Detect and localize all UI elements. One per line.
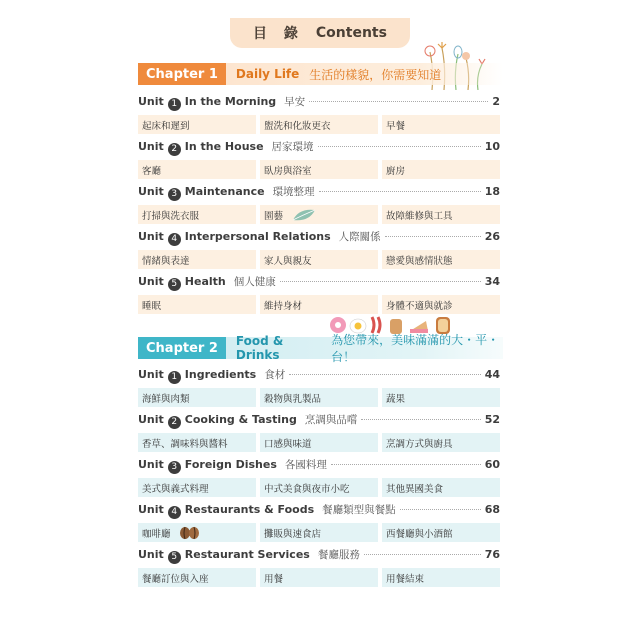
leader-dots (280, 281, 481, 282)
topic: 早餐 (382, 115, 500, 134)
unit-2-3[interactable] (138, 457, 500, 497)
chapter-2-band (226, 333, 503, 364)
unit-title: Maintenance (184, 185, 265, 198)
unit-title-cn: 早安 (284, 96, 306, 108)
unit-1-2[interactable] (138, 139, 500, 179)
chapter-1-header[interactable] (138, 63, 503, 85)
unit-2-2[interactable] (138, 412, 500, 452)
unit-label: Unit (138, 413, 164, 426)
page-number: 18 (484, 185, 500, 198)
topic: 口感與味道 (260, 433, 378, 452)
coffee-beans-icon (179, 526, 201, 540)
topic: 睡眠 (138, 295, 256, 314)
leader-dots (400, 509, 481, 510)
unit-number: 4 (168, 233, 181, 246)
page-number: 60 (484, 458, 500, 471)
unit-title: Interpersonal Relations (184, 230, 331, 243)
page-number: 10 (484, 140, 500, 153)
unit-number: 2 (168, 416, 181, 429)
leaf-icon (291, 208, 317, 222)
unit-title-cn: 居家環境 (271, 141, 314, 153)
unit-number: 5 (168, 278, 181, 291)
unit-1-1[interactable] (138, 94, 500, 134)
leader-dots (318, 146, 481, 147)
unit-title-cn: 食材 (264, 369, 286, 381)
topic-with-coffee (138, 523, 256, 542)
unit-title: Restaurant Services (184, 548, 310, 561)
chapter-2-title-cn: 為您帶來，美味滿滿的大・平・台！ (331, 333, 500, 364)
topic: 身體不適與就診 (382, 295, 500, 314)
topic: 烹調方式與廚具 (382, 433, 500, 452)
unit-title: In the Morning (184, 95, 277, 108)
unit-label: Unit (138, 140, 164, 153)
unit-label: Unit (138, 503, 164, 516)
unit-title: Ingredients (184, 368, 257, 381)
unit-title: In the House (184, 140, 264, 153)
leader-dots (385, 236, 481, 237)
unit-label: Unit (138, 368, 164, 381)
unit-title: Foreign Dishes (184, 458, 277, 471)
topic: 園藝 (264, 210, 284, 222)
leader-dots (331, 464, 481, 465)
unit-label: Unit (138, 458, 164, 471)
chapter-1-label: Chapter 1 (138, 63, 226, 85)
page-number: 52 (484, 413, 500, 426)
topic: 用餐 (260, 568, 378, 587)
topic: 咖啡廳 (142, 528, 171, 540)
unit-2-1[interactable] (138, 367, 500, 407)
unit-1-3[interactable] (138, 184, 500, 224)
unit-label: Unit (138, 275, 164, 288)
topic: 情緒與表達 (138, 250, 256, 269)
unit-title-cn: 個人健康 (233, 276, 276, 288)
topic: 攤販與速食店 (260, 523, 378, 542)
topic: 故障維修與工具 (382, 205, 500, 224)
topic: 廚房 (382, 160, 500, 179)
topic: 家人與親友 (260, 250, 378, 269)
unit-title: Health (184, 275, 226, 288)
unit-title-cn: 餐廳服務 (317, 549, 360, 561)
title-en: Contents (315, 25, 387, 41)
unit-label: Unit (138, 548, 164, 561)
chapter-1-title-en: Daily Life (235, 67, 300, 81)
topic: 海鮮與肉類 (138, 388, 256, 407)
topic: 蔬果 (382, 388, 500, 407)
unit-2-5[interactable] (138, 547, 500, 587)
topic: 餐廳訂位與入座 (138, 568, 256, 587)
topic: 維持身材 (260, 295, 378, 314)
topic: 西餐廳與小酒館 (382, 523, 500, 542)
unit-title-cn: 各國料理 (284, 459, 327, 471)
topic: 穀物與乳製品 (260, 388, 378, 407)
leader-dots (319, 191, 481, 192)
unit-number: 4 (168, 506, 181, 519)
page-number: 68 (484, 503, 500, 516)
topic: 盥洗和化妝更衣 (260, 115, 378, 134)
unit-title: Cooking & Tasting (184, 413, 297, 426)
unit-number: 2 (168, 143, 181, 156)
topic: 客廳 (138, 160, 256, 179)
unit-title: Restaurants & Foods (184, 503, 315, 516)
chapter-1-band (226, 63, 503, 85)
unit-label: Unit (138, 185, 164, 198)
page-number: 2 (492, 95, 500, 108)
topic: 戀愛與感情狀態 (382, 250, 500, 269)
topic: 中式美食與夜市小吃 (260, 478, 378, 497)
leader-dots (364, 554, 481, 555)
unit-title-cn: 環境整理 (272, 186, 315, 198)
page-number: 26 (484, 230, 500, 243)
topic: 打掃與洗衣服 (138, 205, 256, 224)
topic: 臥房與浴室 (260, 160, 378, 179)
unit-2-4[interactable] (138, 502, 500, 542)
unit-title-cn: 人際關係 (338, 231, 381, 243)
topic-with-leaf (260, 205, 378, 224)
unit-1-4[interactable] (138, 229, 500, 269)
unit-label: Unit (138, 230, 164, 243)
chapter-1-title-cn: 生活的樣貌，你需要知道 (309, 67, 442, 82)
leader-dots (289, 374, 480, 375)
unit-number: 1 (168, 98, 181, 111)
unit-title-cn: 餐廳類型與餐點 (322, 504, 396, 516)
page-number: 76 (484, 548, 500, 561)
unit-title-cn: 烹調與品嚐 (304, 414, 358, 426)
chapter-2-title-en: Food & Drinks (235, 334, 284, 362)
topic: 起床和遲到 (138, 115, 256, 134)
topic: 用餐結束 (382, 568, 500, 587)
page-title (230, 18, 410, 48)
unit-number: 1 (168, 371, 181, 384)
unit-number: 3 (168, 188, 181, 201)
unit-1-5[interactable] (138, 274, 500, 314)
topic: 其他異國美食 (382, 478, 500, 497)
topic: 香草、調味料與醬料 (138, 433, 256, 452)
unit-number: 3 (168, 461, 181, 474)
topic: 美式與義式料理 (138, 478, 256, 497)
chapter-2-label: Chapter 2 (138, 337, 226, 359)
unit-label: Unit (138, 95, 164, 108)
unit-number: 5 (168, 551, 181, 564)
leader-dots (361, 419, 480, 420)
leader-dots (309, 101, 488, 102)
page-number: 44 (484, 368, 500, 381)
page-number: 34 (484, 275, 500, 288)
title-cn: 目 錄 (253, 26, 304, 42)
chapter-2-header[interactable] (138, 333, 503, 364)
